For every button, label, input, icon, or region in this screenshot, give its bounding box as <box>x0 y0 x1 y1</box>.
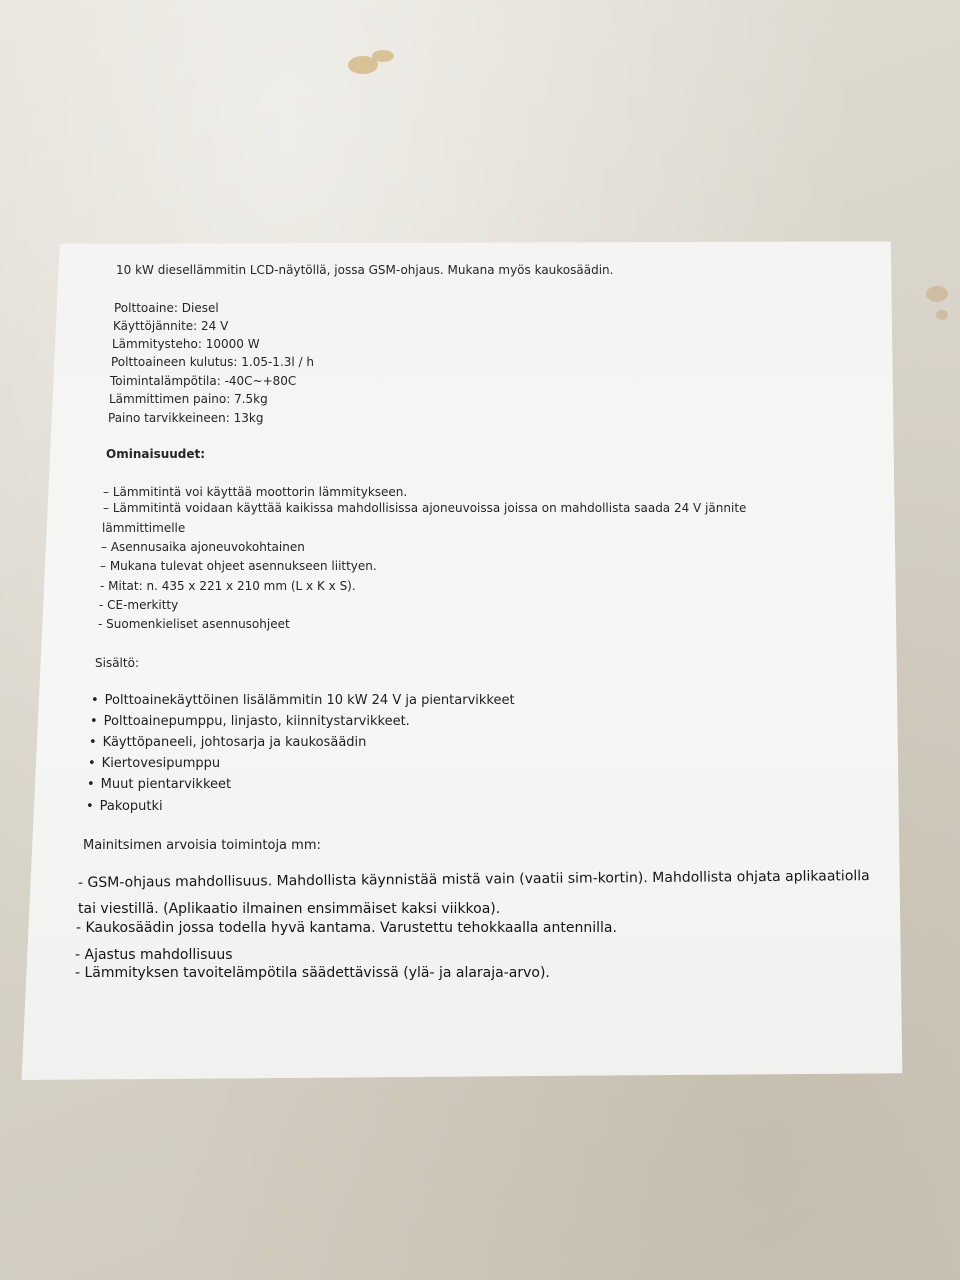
notable-item: tai viestillä. (Aplikaatio ilmainen ensimmäiset kaksi viikkoa). <box>78 901 501 917</box>
contents-item: • Polttoainepumppu, linjasto, kiinnitystarvikkeet. <box>90 715 410 728</box>
contents-item: • Kiertovesipumppu <box>88 757 220 770</box>
spec-heater-weight: Lämmittimen paino: 7.5kg <box>109 392 268 406</box>
notable-item: - Lämmityksen tavoitelämpötila säädettävissä (ylä- ja alaraja-arvo). <box>75 965 550 981</box>
feature-item: – Mukana tulevat ohjeet asennukseen liittyen. <box>100 559 377 573</box>
contents-item: • Pakoputki <box>86 800 163 813</box>
feature-item: - CE-merkitty <box>99 598 179 612</box>
notable-item: - GSM-ohjaus mahdollisuus. Mahdollista käynnistää mistä vain (vaatii sim-kortin). Mahdollista ohjata aplikaatiolla <box>77 868 870 891</box>
coffee-stain <box>926 286 948 302</box>
notable-heading: Mainitsimen arvoisia toimintoja mm: <box>83 838 321 853</box>
notable-item: - Kaukosäädin jossa todella hyvä kantama. Varustettu tehokkaalla antennilla. <box>76 920 617 936</box>
feature-item: – Lämmitintä voidaan käyttää kaikissa mahdollisissa ajoneuvoissa joissa on mahdollista saada 24 V jännite <box>103 501 747 515</box>
feature-item: lämmittimelle <box>102 521 186 535</box>
feature-item: – Lämmitintä voi käyttää moottorin lämmitykseen. <box>103 485 408 499</box>
contents-item: • Muut pientarvikkeet <box>87 778 231 791</box>
spec-voltage: Käyttöjännite: 24 V <box>113 319 229 333</box>
contents-item: • Käyttöpaneeli, johtosarja ja kaukosäädin <box>89 736 366 749</box>
feature-item: – Asennusaika ajoneuvokohtainen <box>101 540 305 554</box>
coffee-stain <box>372 50 394 62</box>
features-heading: Ominaisuudet: <box>106 447 206 461</box>
spec-power: Lämmitysteho: 10000 W <box>112 337 260 351</box>
notable-item: - Ajastus mahdollisuus <box>75 947 233 963</box>
coffee-stain <box>936 310 948 320</box>
spec-consumption: Polttoaineen kulutus: 1.05-1.3l / h <box>111 355 315 369</box>
spec-operating-temp: Toimintalämpötila: -40C~+80C <box>110 374 297 388</box>
contents-item: • Polttoainekäyttöinen lisälämmitin 10 kW 24 V ja pientarvikkeet <box>91 694 515 707</box>
spec-total-weight: Paino tarvikkeineen: 13kg <box>108 411 264 425</box>
contents-heading: Sisältö: <box>95 656 139 670</box>
feature-item: - Suomenkieliset asennusohjeet <box>98 617 290 631</box>
spec-fuel: Polttoaine: Diesel <box>114 301 219 315</box>
intro-text: 10 kW diesellämmitin LCD-näytöllä, jossa GSM-ohjaus. Mukana myös kaukosäädin. <box>116 263 614 277</box>
feature-item: - Mitat: n. 435 x 221 x 210 mm (L x K x S). <box>100 579 356 593</box>
